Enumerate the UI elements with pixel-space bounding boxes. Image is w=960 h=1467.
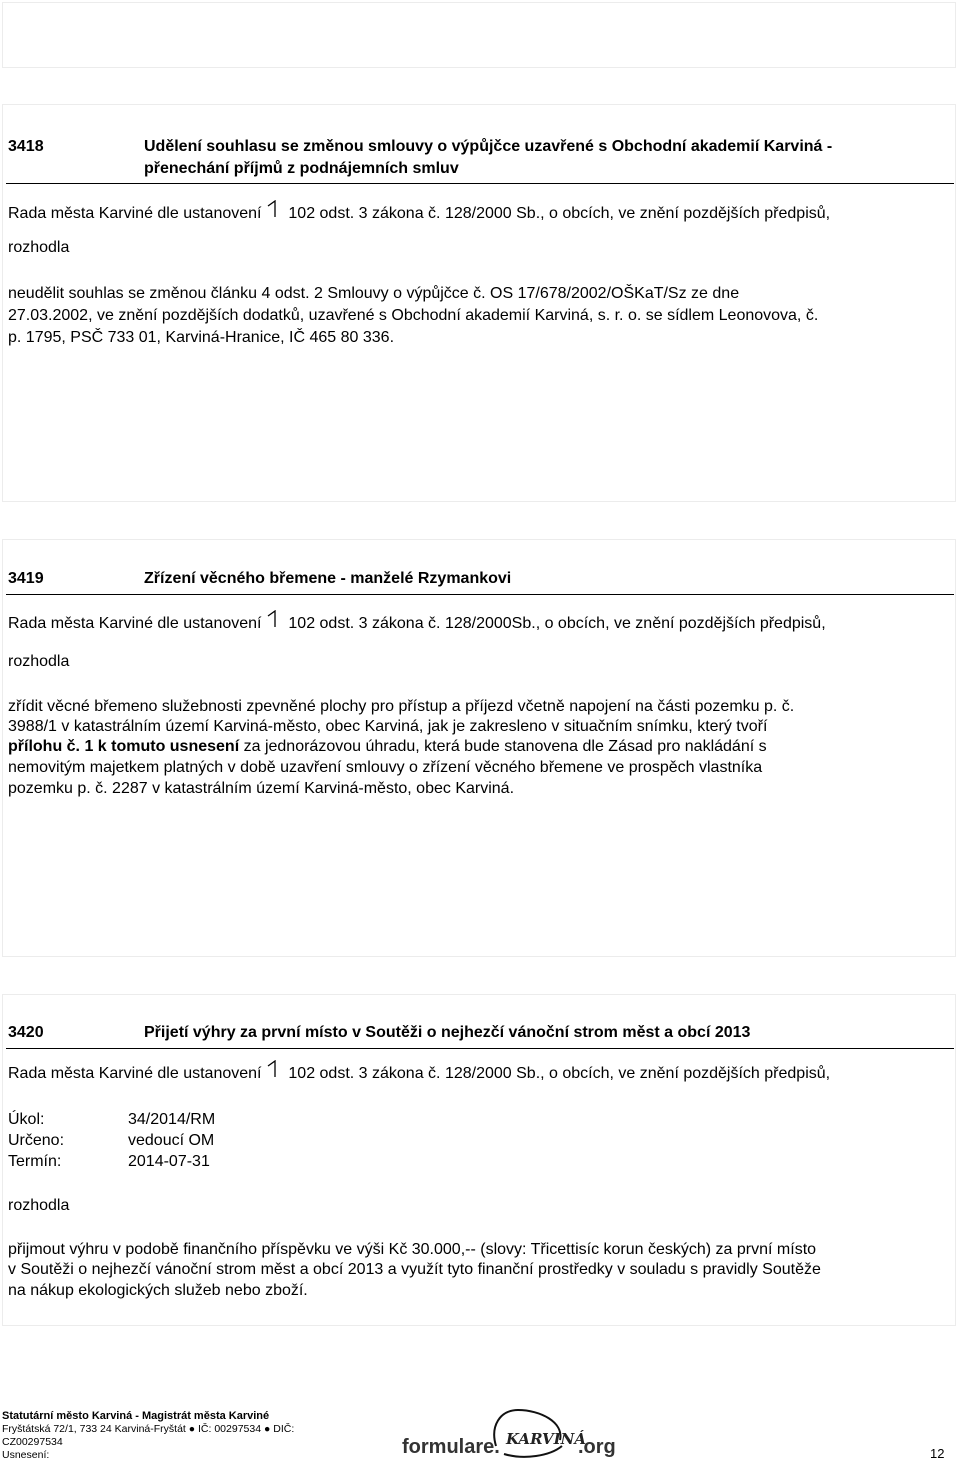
body-line: 27.03.2002, ve znění pozdějších dodatků, uzavřené s Obchodní akademií Karviná, s. r. o. se sídlem Leonovova, č. xyxy=(8,307,819,324)
resolution-number: 3418 xyxy=(8,138,44,155)
preamble-text-a: Rada města Karviné dle ustanovení xyxy=(8,615,262,632)
logo-text-mid: KARVINÁ xyxy=(506,1430,587,1448)
title-rule xyxy=(6,183,954,184)
footer-vat: CZ00297534 xyxy=(2,1436,63,1448)
preamble-text-b: 102 odst. 3 zákona č. 128/2000 Sb., o obcích, ve znění pozdějších předpisů, xyxy=(288,205,831,222)
formulare-logo xyxy=(400,1406,616,1462)
footer-address: Fryštátská 72/1, 733 24 Karviná-Fryštát ● IČ: 00297534 ● DIČ: xyxy=(2,1423,295,1435)
deadline-label: Termín: xyxy=(8,1153,62,1170)
body-line: pozemku p. č. 2287 v katastrálním území Karviná-město, obec Karviná. xyxy=(8,780,515,797)
body-line: p. 1795, PSČ 733 01, Karviná-Hranice, IČ 465 80 336. xyxy=(8,329,395,346)
body-line: zřídit věcné břemeno služebnosti zpevněné plochy pro přístup a příjezd včetně napojení na části pozemku p. č. xyxy=(8,698,795,715)
page-number: 12 xyxy=(930,1446,945,1461)
deadline-value: 2014-07-31 xyxy=(128,1153,210,1170)
resolution-title-line1: Udělení souhlasu se změnou smlouvy o výpůjčce uzavřené s Obchodní akademií Karviná - xyxy=(144,138,833,155)
top-blank-panel xyxy=(2,2,956,68)
resolution-title: Přijetí výhry za první místo v Soutěži o nejhezčí vánoční strom měst a obcí 2013 xyxy=(144,1024,751,1041)
decided-label: rozhodla xyxy=(8,239,70,256)
assigned-value: vedoucí OM xyxy=(128,1132,215,1149)
task-value: 34/2014/RM xyxy=(128,1111,216,1128)
body-line: přijmout výhru v podobě finančního příspěvku ve výši Kč 30.000,-- (slovy: Třicettisíc korun českých) za první místo xyxy=(8,1241,817,1258)
title-rule xyxy=(6,1048,954,1049)
body-line: 3988/1 v katastrálním území Karviná-město, obec Karviná, jak je zakresleno v situačním snímku, který tvoří xyxy=(8,718,768,735)
body-line: v Soutěži o nejhezčí vánoční strom měst a obcí 2013 a využít tyto finanční prostředky v souladu s pravidly Soutěže xyxy=(8,1261,821,1278)
preamble-text-b: 102 odst. 3 zákona č. 128/2000Sb., o obcích, ve znění pozdějších předpisů, xyxy=(288,615,826,632)
section-sign-icon xyxy=(266,1060,284,1085)
preamble-text-b: 102 odst. 3 zákona č. 128/2000 Sb., o obcích, ve znění pozdějších předpisů, xyxy=(288,1065,831,1082)
logo-text-right: .org xyxy=(578,1436,616,1458)
decided-label: rozhodla xyxy=(8,653,70,670)
footer-label: Usnesení: xyxy=(2,1449,50,1461)
title-rule xyxy=(6,594,954,595)
body-line: nemovitým majetkem platných v době uzavření smlouvy o zřízení věcného břemene ve prospěch vlastníka xyxy=(8,759,763,776)
attachment-reference: přílohu č. 1 k tomuto usnesení xyxy=(8,738,240,755)
section-sign-icon xyxy=(266,200,284,225)
preamble xyxy=(8,1060,830,1085)
section-sign-icon xyxy=(266,610,284,635)
logo-text-left: formulare. xyxy=(402,1436,500,1458)
body-text: za jednorázovou úhradu, která bude stanovena dle Zásad pro nakládání s xyxy=(243,738,767,755)
task-label: Úkol: xyxy=(8,1111,45,1128)
body-line: na nákup ekologických služeb nebo zboží. xyxy=(8,1282,308,1299)
resolution-number: 3420 xyxy=(8,1024,44,1041)
resolution-number: 3419 xyxy=(8,570,44,587)
preamble xyxy=(8,610,826,635)
assigned-label: Určeno: xyxy=(8,1132,65,1149)
resolution-title: Zřízení věcného břemene - manželé Rzymankovi xyxy=(144,570,512,587)
preamble xyxy=(8,200,830,225)
resolution-title-line2: přenechání příjmů z podnájemních smluv xyxy=(144,160,459,177)
decided-label: rozhodla xyxy=(8,1197,70,1214)
body-line: neudělit souhlas se změnou článku 4 odst. 2 Smlouvy o výpůjčce č. OS 17/678/2002/OŠKaT/Sz ze dne xyxy=(8,285,740,302)
preamble-text-a: Rada města Karviné dle ustanovení xyxy=(8,1065,262,1082)
footer-org: Statutární město Karviná - Magistrát města Karviné xyxy=(2,1410,270,1422)
preamble-text-a: Rada města Karviné dle ustanovení xyxy=(8,205,262,222)
body-line xyxy=(8,737,767,758)
